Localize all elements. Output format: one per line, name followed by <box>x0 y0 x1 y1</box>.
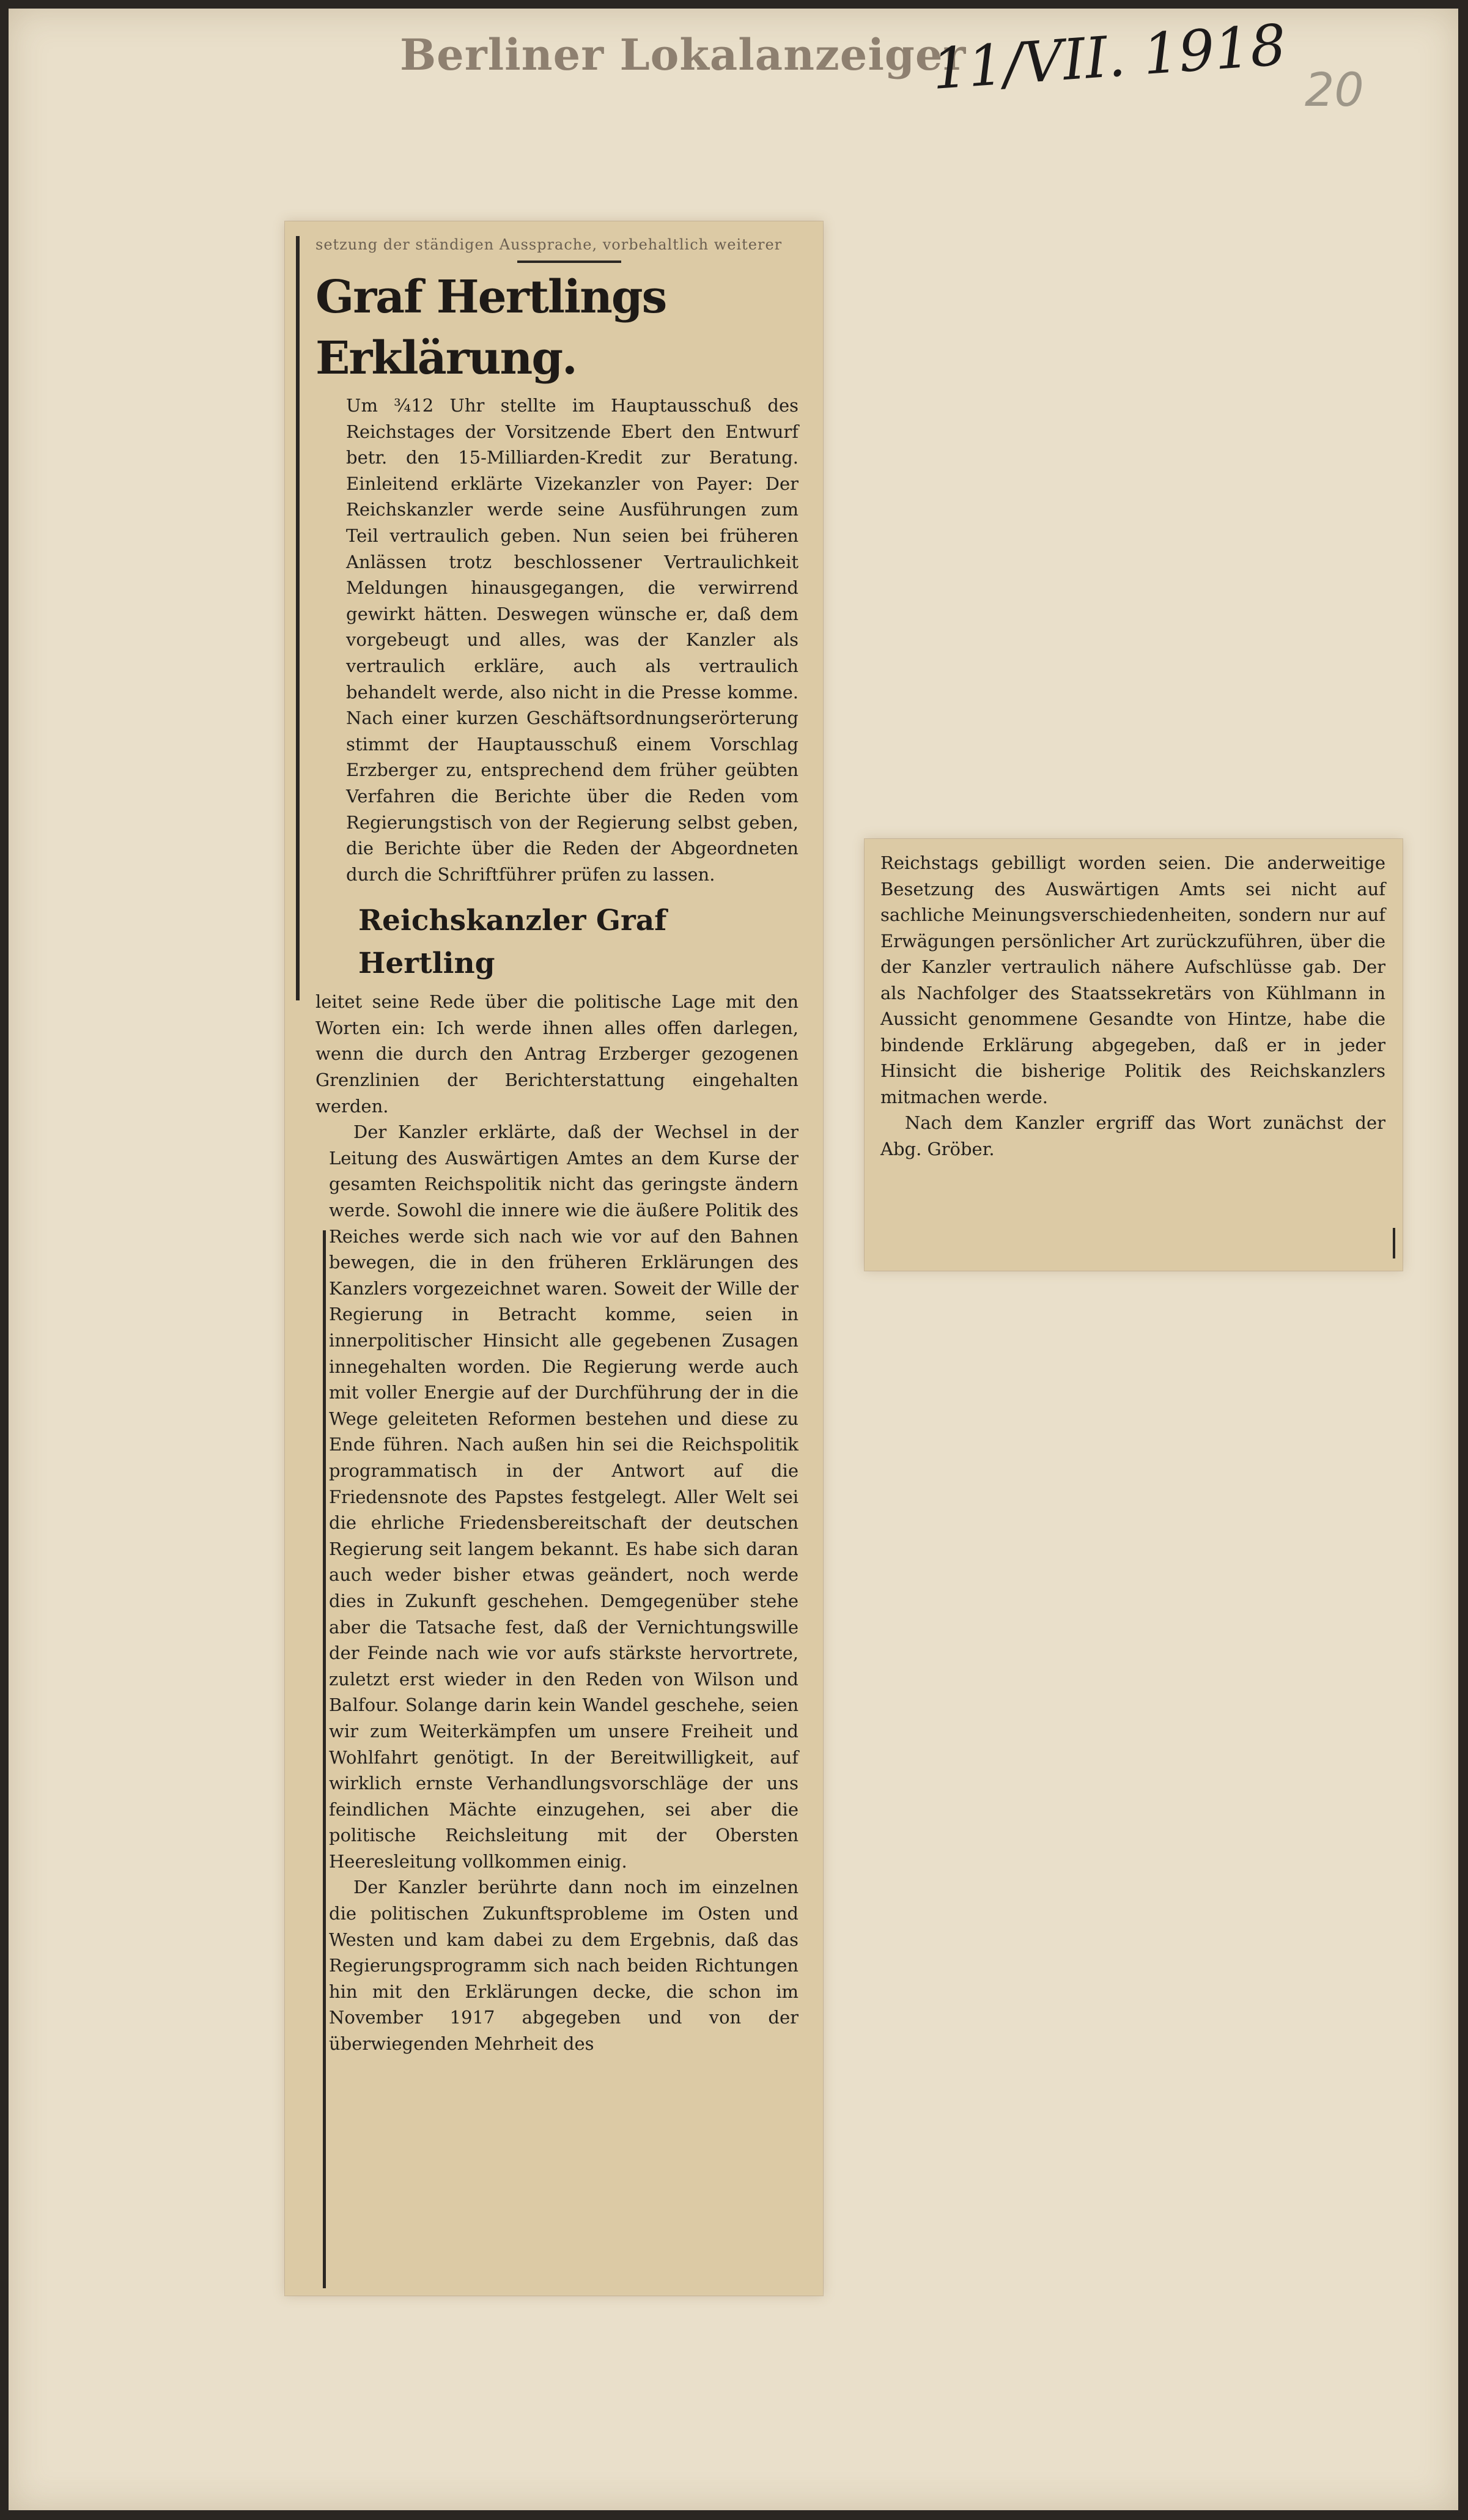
main-article-clipping <box>285 221 823 2296</box>
article-body-lower <box>329 1119 799 2056</box>
column-rule <box>323 1230 326 2288</box>
page-number: 20 <box>1305 62 1364 117</box>
column-rule <box>296 236 300 1000</box>
article-intro: Um ¾12 Uhr stellte im Hauptausschuß des Reichstages der Vorsitzende Ebert den Entwurf betr. den 15-Milliarden-Kredit zur Beratung. Einleitend erklärte Vizekanzler von Payer: Der Reichskanzler werde seine Ausführungen zum Teil vertraulich geben. Nun seien bei früheren Anlässen trotz beschlossener Vertraulichkeit Meldungen hinausgegangen, die verwirrend gewirkt hätten. Deswegen wünsche er, daß dem vorgebeugt und alles, was der Kanzler als vertraulich erkläre, auch als vertraulich behandelt werde, also nicht in die Presse komme. Nach einer kurzen Geschäftsordnungserörterung stimmt der Hauptausschuß einem Vorschlag Erzberger zu, entsprechend dem früher geübten Verfahren die Berichte über die Reden vom Regierungstisch von der Regierung selbst geben, die Berichte über die Reden der Abgeordneten durch die Schriftführer prüfen zu lassen. <box>346 395 799 885</box>
title-divider <box>517 260 621 263</box>
archive-sheet <box>9 9 1458 2510</box>
article-paragraph: Der Kanzler erklärte, daß der Wechsel in der Leitung des Auswärtigen Amtes an dem Kurse der gesamten Reichspolitik nicht das geringste ändern werde. Sowohl die innere wie die äußere Politik des Reiches werde sich nach wie vor auf den Bahnen bewegen, die in den früheren Erklärungen des Kanzlers vorgezeichnet waren. Soweit der Wille der Regierung in Betracht komme, seien in innerpolitischer Hinsicht alle gegebenen Zusagen innegehalten worden. Die Regierung werde auch mit voller Energie auf der Durchführung der in die Wege geleiteten Reformen bestehen und diese zu Ende führen. Nach außen hin sei die Reichspolitik programmatisch in der Antwort auf die Friedensnote des Papstes festgelegt. Aller Welt sei die ehrliche Friedensbereitschaft der deutschen Regierung seit langem bekannt. Es habe sich daran auch weder bisher etwas geändert, noch werde dies in Zukunft geschehen. Demgegenüber stehe aber die Tatsache fest, daß der Vernichtungswille der Feinde nach wie vor aufs stärkste hervortrete, zuletzt erst wieder in den Reden von Wilson und Balfour. Solange darin kein Wandel geschehe, seien wir zum Weiterkämpfen um unsere Freiheit und Wohlfahrt genötigt. In der Bereitwilligkeit, auf wirklich ernste Verhandlungsvorschläge der uns feindlichen Mächte einzugehen, sei aber die politische Reichsleitung mit der Obersten Heeresleitung vollkommen einig. <box>329 1121 799 1872</box>
handwritten-date: 11/VII. 1918 <box>929 12 1288 103</box>
continuation-paragraph: Reichstags gebilligt worden seien. Die anderweitige Besetzung des Auswärtigen Amts sei nicht auf sachliche Meinungsverschiedenheiten, sondern nur auf Erwägungen persönlicher Art zurückzuführen, über die der Kanzler vertraulich nähere Aufschlüsse gab. Der als Nachfolger des Staatssekretärs von Kühlmann in Aussicht genommene Gesandte von Hintze, habe die bindende Erklärung abgegeben, daß er in jeder Hinsicht die bisherige Politik des Reichskanzlers mitmachen werde. <box>880 852 1385 1107</box>
article-paragraph: leitet seine Rede über die politische Lage mit den Worten ein: Ich werde ihnen alles offen darlegen, wenn die durch den Antrag Erzberger gezogenen Grenzlinien der Berichterstattung eingehalten werden. <box>315 991 799 1117</box>
continuation-clipping <box>865 839 1403 1271</box>
cut-top-line: setzung der ständigen Aussprache, vorbehaltlich weiterer <box>315 236 783 253</box>
column-rule <box>1393 1228 1395 1258</box>
article-title: Graf Hertlings Erklärung. <box>315 271 666 385</box>
continuation-paragraph: Nach dem Kanzler ergriff das Wort zunächst der Abg. Gröber. <box>880 1112 1385 1159</box>
article-paragraph: Der Kanzler berührte dann noch im einzelnen die politischen Zukunftsprobleme im Osten und Westen und kam dabei zu dem Ergebnis, daß das Regierungsprogramm sich nach beiden Richtungen hin mit den Erklärungen decke, die schon im November 1917 abgegeben und von der überwiegenden Mehrheit des <box>329 1877 799 2055</box>
newspaper-stamp: Berliner Lokalanzeiger <box>400 29 967 80</box>
article-subtitle: Reichskanzler Graf Hertling <box>358 904 667 981</box>
